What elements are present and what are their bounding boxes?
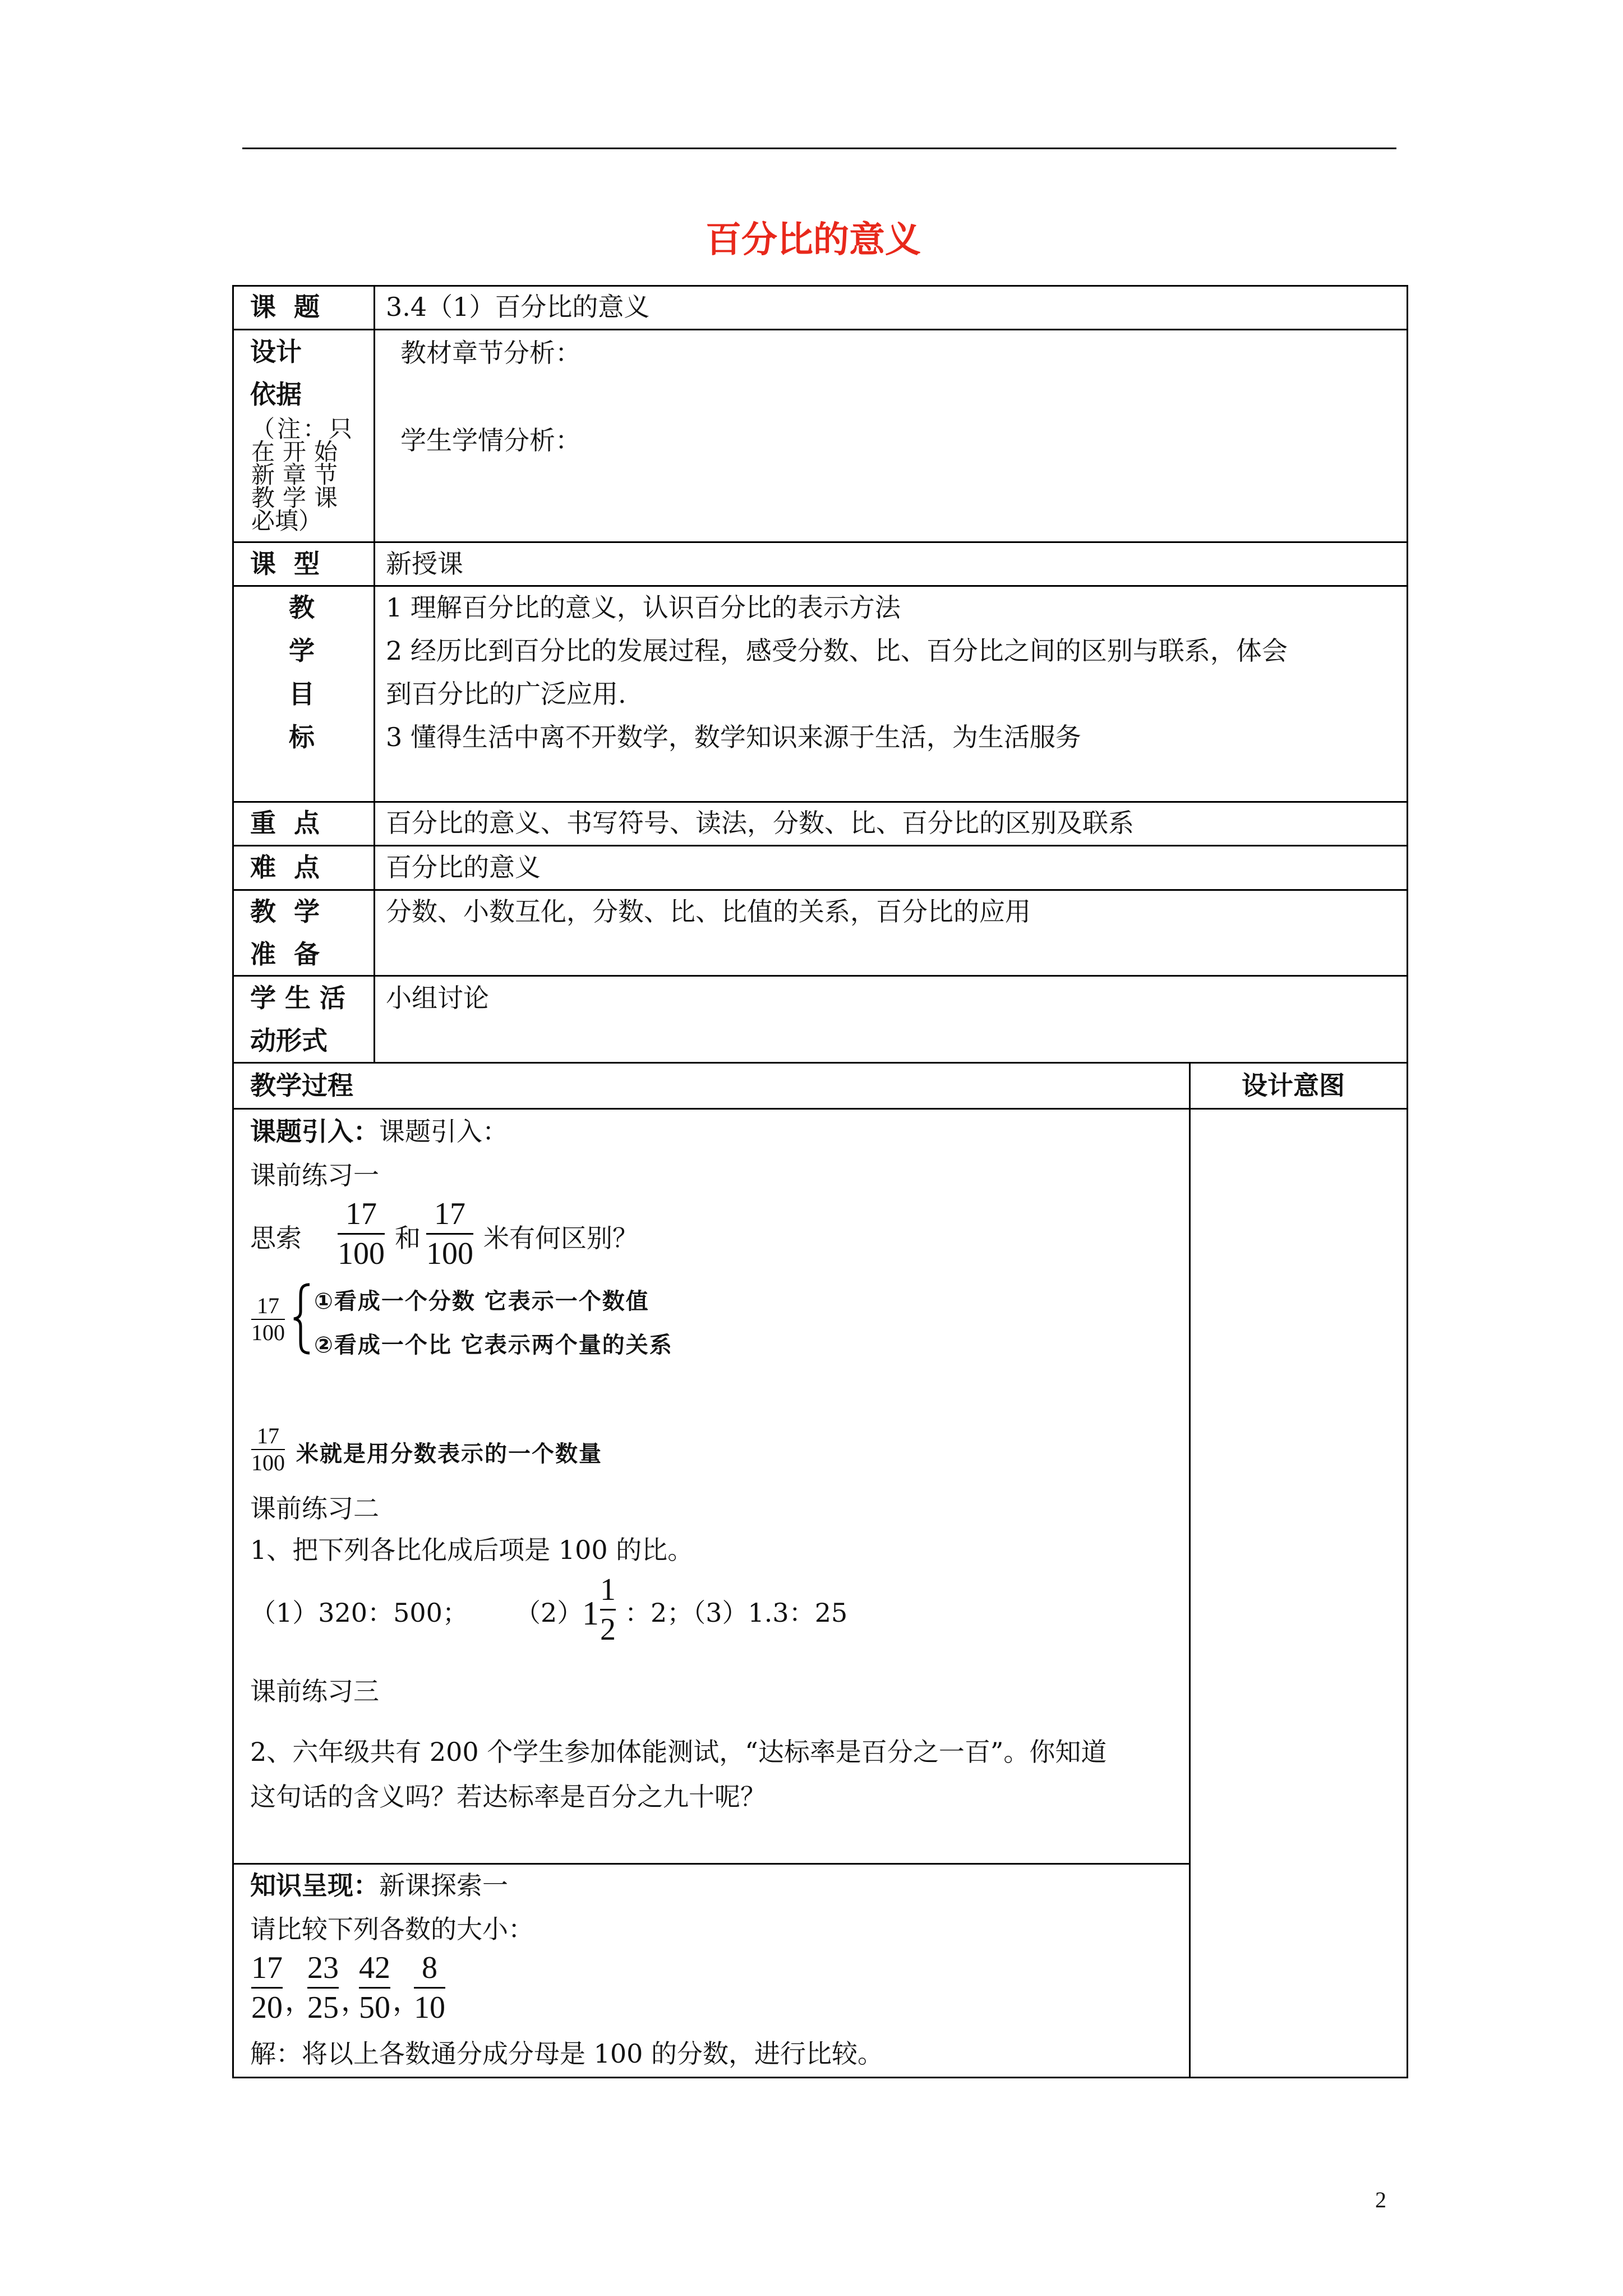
exercise-2-part-2-prefix: （2） bbox=[515, 1598, 583, 1628]
think-and: 和 bbox=[395, 1223, 421, 1253]
page-title: 百分比的意义 bbox=[706, 219, 921, 261]
goal-label-char: 学 bbox=[289, 636, 315, 666]
fraction-bar bbox=[414, 1987, 445, 1989]
fraction-bar bbox=[600, 1609, 616, 1611]
fraction-separator: ， bbox=[341, 1985, 369, 2017]
hw-line: ①看成一个分数 它表示一个数值 bbox=[314, 1289, 649, 1314]
fraction-separator: ， bbox=[285, 1985, 313, 2017]
fraction-denominator: 100 bbox=[426, 1236, 473, 1271]
intent-column-divider bbox=[1189, 1062, 1191, 2078]
fraction-denominator: 10 bbox=[414, 1990, 445, 2025]
table-left-border bbox=[232, 285, 234, 2078]
hw-fraction bbox=[251, 1295, 285, 1344]
fraction-denominator: 100 bbox=[251, 1450, 285, 1475]
brace-icon bbox=[291, 1282, 313, 1355]
row-divider bbox=[232, 1062, 1408, 1064]
compare-fraction bbox=[359, 1952, 390, 2023]
design-note: 新章节 bbox=[251, 461, 346, 489]
row-divider bbox=[232, 889, 1408, 891]
fraction-denominator: 100 bbox=[251, 1320, 285, 1345]
fraction-separator: ， bbox=[393, 1985, 421, 2017]
hw-fraction bbox=[251, 1425, 285, 1474]
fraction-17-100 bbox=[426, 1198, 473, 1269]
intent-header: 设计意图 bbox=[1242, 1070, 1345, 1101]
fraction-bar bbox=[251, 1987, 283, 1989]
fraction-numerator: 42 bbox=[359, 1950, 390, 1985]
type-value: 新授课 bbox=[386, 549, 463, 579]
exercise-3-question: 这句话的含义吗？若达标率是百分之九十呢？ bbox=[250, 1782, 766, 1812]
fraction-numerator: 17 bbox=[345, 1197, 377, 1231]
page-number: 2 bbox=[1375, 2187, 1386, 2212]
row-divider bbox=[232, 975, 1408, 977]
knowledge-heading-bold: 知识呈现： bbox=[250, 1870, 379, 1901]
fraction-bar bbox=[338, 1233, 385, 1235]
fraction-numerator: 17 bbox=[257, 1423, 279, 1448]
intro-heading-bold: 课题引入： bbox=[250, 1116, 379, 1147]
topic-label: 课 题 bbox=[250, 292, 320, 322]
fraction-17-100 bbox=[338, 1198, 385, 1269]
design-label: 设计 bbox=[250, 337, 302, 367]
fraction-denominator: 100 bbox=[338, 1236, 385, 1271]
intro-heading-rest: 课题引入： bbox=[379, 1116, 508, 1147]
table-top-border bbox=[232, 285, 1408, 287]
compare-fraction bbox=[307, 1952, 339, 2023]
design-note: （注：只 bbox=[251, 415, 355, 443]
exercise-2-question: 1、把下列各比化成后项是 100 的比。 bbox=[250, 1535, 694, 1565]
fraction-numerator: 17 bbox=[257, 1293, 279, 1318]
think-suffix: 米有何区别？ bbox=[483, 1223, 638, 1253]
header-rule bbox=[242, 148, 1396, 149]
row-divider bbox=[232, 801, 1408, 803]
exercise-2-title: 课前练习二 bbox=[250, 1493, 379, 1524]
design-note: 在开始 bbox=[251, 438, 346, 466]
label-column-divider bbox=[374, 285, 375, 1062]
fraction-denominator: 50 bbox=[359, 1990, 390, 2025]
activity-value: 小组讨论 bbox=[386, 983, 489, 1013]
row-divider bbox=[232, 585, 1408, 587]
knowledge-line: 请比较下列各数的大小： bbox=[250, 1914, 534, 1944]
intro-heading bbox=[250, 1116, 508, 1147]
design-note: 必填） bbox=[251, 507, 322, 535]
row-divider bbox=[232, 1108, 1408, 1110]
goal-label-char: 标 bbox=[289, 722, 315, 752]
key-label: 重 点 bbox=[250, 808, 320, 838]
exercise-1-title: 课前练习一 bbox=[250, 1160, 379, 1190]
exercise-3-question: 2、六年级共有 200 个学生参加体能测试，“达标率是百分之一百”。你知道 bbox=[250, 1737, 1107, 1767]
knowledge-heading bbox=[250, 1870, 508, 1901]
fraction-denominator: 2 bbox=[600, 1612, 616, 1647]
design-label: 依据 bbox=[250, 379, 302, 409]
type-label: 课 型 bbox=[250, 549, 320, 579]
mixed-number-whole: 1 bbox=[582, 1595, 599, 1632]
fraction-numerator: 1 bbox=[600, 1572, 616, 1607]
knowledge-solution: 解：将以上各数通分成分母是 100 的分数，进行比较。 bbox=[250, 2039, 884, 2069]
design-note: 教学课 bbox=[251, 484, 346, 512]
fraction-numerator: 8 bbox=[422, 1950, 437, 1985]
row-divider bbox=[232, 1863, 1191, 1865]
exercise-2-part-1: （1）320：500； bbox=[250, 1598, 468, 1628]
difficulty-value: 百分比的意义 bbox=[386, 852, 541, 882]
table-right-border bbox=[1407, 285, 1408, 2078]
goal-line: 1 理解百分比的意义，认识百分比的表示方法 bbox=[386, 592, 901, 623]
goal-label-char: 教 bbox=[289, 592, 315, 623]
goal-label-char: 目 bbox=[289, 679, 315, 709]
topic-value: 3.4（1）百分比的意义 bbox=[386, 292, 650, 322]
fraction-numerator: 17 bbox=[251, 1950, 283, 1985]
prep-value: 分数、小数互化，分数、比、比值的关系，百分比的应用 bbox=[386, 896, 1031, 927]
fraction-numerator: 17 bbox=[434, 1197, 465, 1231]
prep-label: 教 学 bbox=[250, 896, 320, 927]
design-value-student: 学生学情分析： bbox=[400, 425, 581, 455]
goal-line: 到百分比的广泛应用. bbox=[386, 679, 626, 709]
activity-label: 学 生 活 bbox=[250, 983, 346, 1013]
exercise-3-title: 课前练习三 bbox=[250, 1676, 379, 1706]
prep-label: 准 备 bbox=[250, 939, 320, 969]
mixed-number-fraction bbox=[600, 1574, 616, 1645]
hw-line: 米就是用分数表示的一个数量 bbox=[296, 1441, 602, 1467]
table-bottom-border bbox=[232, 2077, 1408, 2078]
hw-line: ②看成一个比 它表示两个量的关系 bbox=[314, 1332, 673, 1358]
fraction-bar bbox=[426, 1233, 473, 1235]
fraction-bar bbox=[307, 1987, 339, 1989]
process-header: 教学过程 bbox=[250, 1070, 353, 1101]
row-divider bbox=[232, 329, 1408, 330]
difficulty-label: 难 点 bbox=[250, 852, 320, 882]
think-prefix: 思索 bbox=[250, 1223, 302, 1253]
goal-line: 3 懂得生活中离不开数学，数学知识来源于生活，为生活服务 bbox=[386, 722, 1081, 752]
key-value: 百分比的意义、书写符号、读法，分数、比、百分比的区别及联系 bbox=[386, 808, 1134, 838]
compare-fraction bbox=[414, 1952, 445, 2023]
compare-fraction bbox=[251, 1952, 283, 2023]
fraction-numerator: 23 bbox=[307, 1950, 339, 1985]
row-divider bbox=[232, 845, 1408, 846]
fraction-denominator: 20 bbox=[251, 1990, 283, 2025]
fraction-bar bbox=[359, 1987, 390, 1989]
activity-label: 动形式 bbox=[250, 1025, 328, 1056]
knowledge-heading-rest: 新课探索一 bbox=[379, 1870, 508, 1901]
exercise-2-part-2-suffix: ：2；（3）1.3：25 bbox=[625, 1598, 848, 1628]
goal-line: 2 经历比到百分比的发展过程，感受分数、比、百分比之间的区别与联系，体会 bbox=[386, 636, 1288, 666]
fraction-denominator: 25 bbox=[307, 1990, 339, 2025]
design-value-textbook: 教材章节分析： bbox=[400, 338, 581, 368]
row-divider bbox=[232, 541, 1408, 543]
